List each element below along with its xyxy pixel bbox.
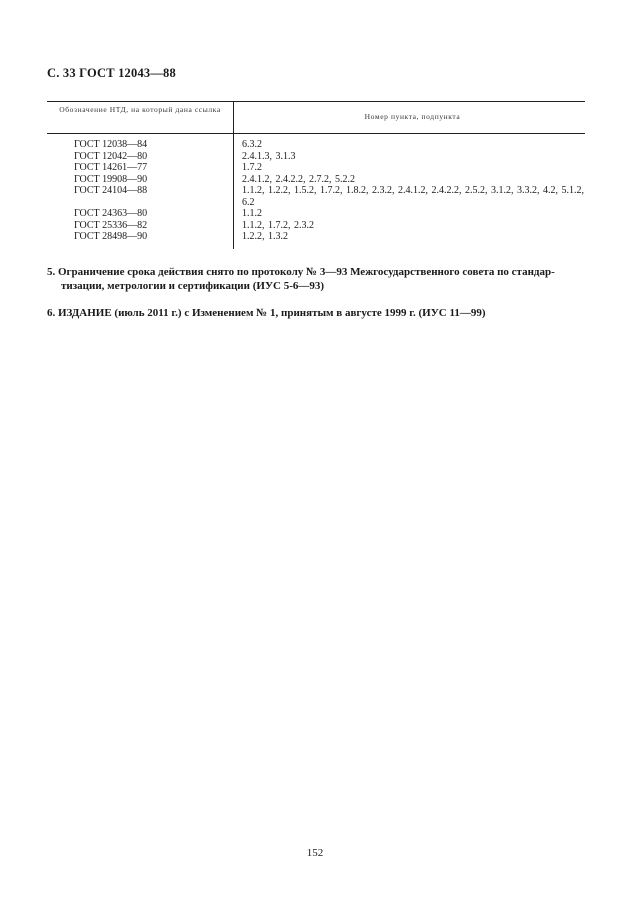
table-row — [0, 220, 630, 232]
table-cell-points: 2.4.1.2, 2.4.2.2, 2.7.2, 5.2.2 — [242, 173, 355, 185]
table-row — [0, 208, 630, 220]
table-cell-reference: ГОСТ 12038—84 — [74, 139, 148, 150]
table-cell-reference: ГОСТ 24104—88 — [74, 185, 148, 196]
table-header-rule — [47, 133, 585, 134]
table-row — [0, 151, 630, 163]
table-cell-points: 2.4.1.3, 3.1.3 — [242, 150, 296, 162]
table-cell-points: 6.3.2 — [242, 139, 262, 150]
table-row — [0, 231, 630, 243]
table-cell-points: 1.1.2, 1.2.2, 1.5.2, 1.7.2, 1.8.2, 2.3.2, 2.4.1.2, 2.4.2.2, 2.5.2, 3.1.2, 3.3.2, 4.2, 5.1.2, 6.2 — [242, 185, 584, 208]
page-number: 152 — [306, 847, 324, 859]
table-cell-reference: ГОСТ 12042—80 — [74, 150, 148, 162]
note-6: 6. ИЗДАНИЕ (июль 2011 г.) с Изменением № 1, принятым в августе 1999 г. (ИУС 11—99) — [47, 307, 486, 319]
table-row — [0, 139, 630, 151]
column-header-reference: Обозначение НТД, на который дана ссылка — [59, 105, 221, 114]
table-top-rule — [47, 101, 585, 102]
column-header-points: Номер пункта, подпункта — [364, 112, 461, 121]
table-row — [0, 162, 630, 174]
table-row — [0, 185, 630, 208]
table-cell-points: 1.2.2, 1.3.2 — [242, 231, 288, 242]
table-cell-points: 1.7.2 — [242, 162, 262, 173]
note-5 — [47, 265, 587, 293]
table-cell-reference: ГОСТ 14261—77 — [74, 162, 148, 173]
page-header: С. 33 ГОСТ 12043—88 — [47, 66, 176, 80]
table-cell-points: 1.1.2, 1.7.2, 2.3.2 — [242, 219, 314, 231]
reference-table-body — [0, 139, 630, 243]
table-cell-reference: ГОСТ 24363—80 — [74, 208, 148, 219]
note-5-line-1: 5. Ограничение срока действия снято по протоколу № 3—93 Межгосударственного совета по стандар- — [47, 266, 555, 278]
table-cell-reference: ГОСТ 28498—90 — [74, 231, 148, 242]
table-row — [0, 174, 630, 186]
table-cell-points: 1.1.2 — [242, 208, 262, 219]
table-cell-reference: ГОСТ 19908—90 — [74, 173, 148, 185]
note-5-line-2: тизации, метрологии и сертификации (ИУС 5-6—93) — [61, 280, 325, 292]
table-cell-reference: ГОСТ 25336—82 — [74, 219, 148, 231]
